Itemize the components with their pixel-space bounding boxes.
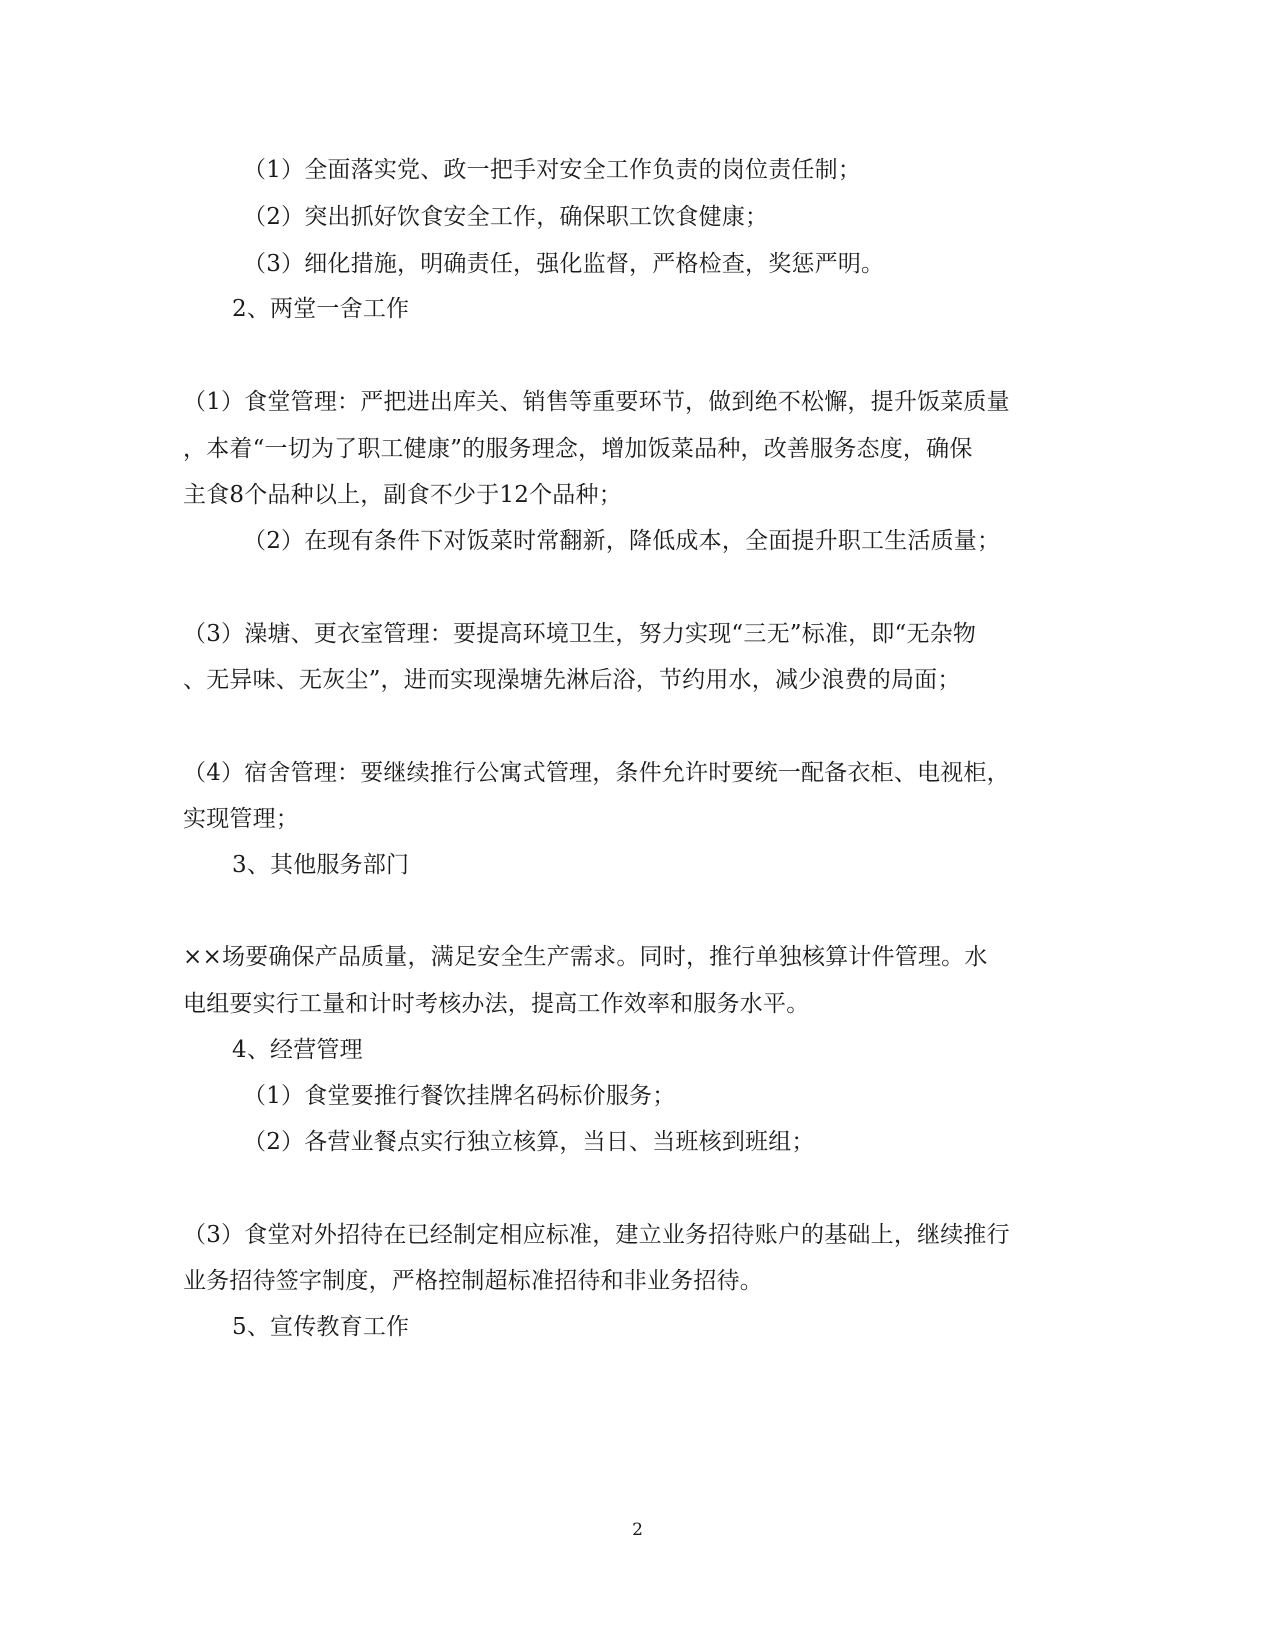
- paragraph-line: （3）澡塘、更衣室管理：要提高环境卫生，努力实现“三无”标准，即“无杂物: [183, 621, 977, 647]
- paragraph-line: （4）宿舍管理：要继续推行公寓式管理，条件允许时要统一配备衣柜、电视柜，: [183, 760, 1010, 786]
- list-item: （1）全面落实党、政一把手对安全工作负责的岗位责任制；: [243, 157, 862, 183]
- paragraph-line: ××场要确保产品质量，满足安全生产需求。同时，推行单独核算计件管理。水: [183, 944, 988, 970]
- paragraph-line: 、无异味、无灰尘”，进而实现澡塘先淋后浴，节约用水，减少浪费的局面；: [183, 667, 961, 693]
- list-item: （2）各营业餐点实行独立核算，当日、当班核到班组；: [243, 1129, 815, 1155]
- paragraph-line: 主食8个品种以上，副食不少于12个品种；: [183, 482, 622, 508]
- list-item: （2）突出抓好饮食安全工作，确保职工饮食健康；: [243, 204, 769, 230]
- section-heading: 4、经营管理: [232, 1037, 363, 1063]
- list-item: （1）食堂要推行餐饮挂牌名码标价服务；: [243, 1083, 676, 1109]
- paragraph-line: 实现管理；: [183, 806, 299, 832]
- list-item: （3）细化措施，明确责任，强化监督，严格检查，奖惩严明。: [243, 251, 885, 277]
- paragraph-line: （1）食堂管理：严把进出库关、销售等重要环节，做到绝不松懈，提升饭菜质量: [183, 389, 1010, 415]
- paragraph-line: 业务招待签字制度，严格控制超标准招待和非业务招待。: [183, 1268, 763, 1294]
- paragraph-line: 电组要实行工量和计时考核办法，提高工作效率和服务水平。: [183, 991, 810, 1017]
- list-item: （2）在现有条件下对饭菜时常翻新，降低成本，全面提升职工生活质量；: [243, 528, 1001, 554]
- page-number: 2: [632, 1520, 643, 1540]
- section-heading: 5、宣传教育工作: [232, 1314, 410, 1340]
- section-heading: 3、其他服务部门: [232, 852, 410, 878]
- section-heading: 2、两堂一舍工作: [232, 296, 410, 322]
- paragraph-line: ，本着“一切为了职工健康”的服务理念，增加饭菜品种，改善服务态度，确保: [183, 436, 973, 462]
- paragraph-line: （3）食堂对外招待在已经制定相应标准，建立业务招待账户的基础上，继续推行: [183, 1222, 1010, 1248]
